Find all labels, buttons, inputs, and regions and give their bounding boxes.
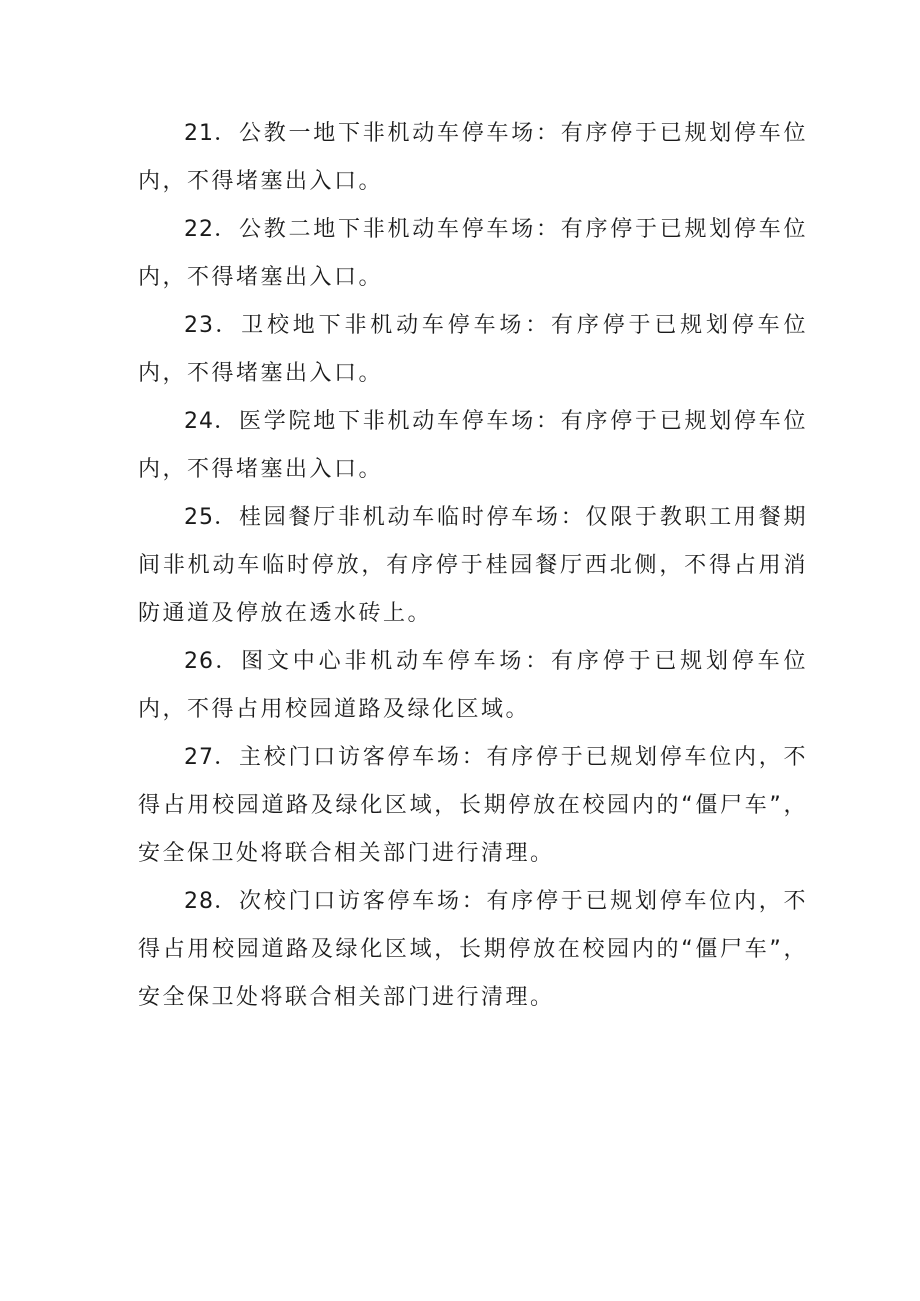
list-item-26 <box>138 638 808 734</box>
item-number: 25 <box>184 505 214 530</box>
item-number: 27 <box>184 745 214 770</box>
item-text: ．主校门口访客停车场：有序停于已规划停车位内，不得占用校园道路及绿化区域，长期停放在校园内的“僵尸车”，安全保卫处将联合相关部门进行清理。 <box>138 745 808 866</box>
item-number: 26 <box>184 649 214 674</box>
item-number: 28 <box>184 889 214 914</box>
item-text: ．桂园餐厅非机动车临时停车场：仅限于教职工用餐期间非机动车临时停放，有序停于桂园餐厅西北侧，不得占用消防通道及停放在透水砖上。 <box>138 505 808 626</box>
document-body <box>138 110 808 1022</box>
item-text: ．医学院地下非机动车停车场：有序停于已规划停车位内，不得堵塞出入口。 <box>138 409 808 482</box>
list-item-28 <box>138 878 808 1022</box>
item-number: 24 <box>184 409 214 434</box>
item-number: 23 <box>184 313 214 338</box>
list-item-23 <box>138 302 808 398</box>
list-item-25 <box>138 494 808 638</box>
list-item-22 <box>138 206 808 302</box>
item-text: ．图文中心非机动车停车场：有序停于已规划停车位内，不得占用校园道路及绿化区域。 <box>138 649 808 722</box>
list-item-27 <box>138 734 808 878</box>
item-text: ．次校门口访客停车场：有序停于已规划停车位内，不得占用校园道路及绿化区域，长期停放在校园内的“僵尸车”，安全保卫处将联合相关部门进行清理。 <box>138 889 808 1010</box>
list-item-24 <box>138 398 808 494</box>
item-text: ．公教二地下非机动车停车场：有序停于已规划停车位内，不得堵塞出入口。 <box>138 217 808 290</box>
list-item-21 <box>138 110 808 206</box>
item-number: 21 <box>184 121 214 146</box>
item-text: ．公教一地下非机动车停车场：有序停于已规划停车位内，不得堵塞出入口。 <box>138 121 808 194</box>
item-number: 22 <box>184 217 214 242</box>
item-text: ．卫校地下非机动车停车场：有序停于已规划停车位内，不得堵塞出入口。 <box>138 313 808 386</box>
